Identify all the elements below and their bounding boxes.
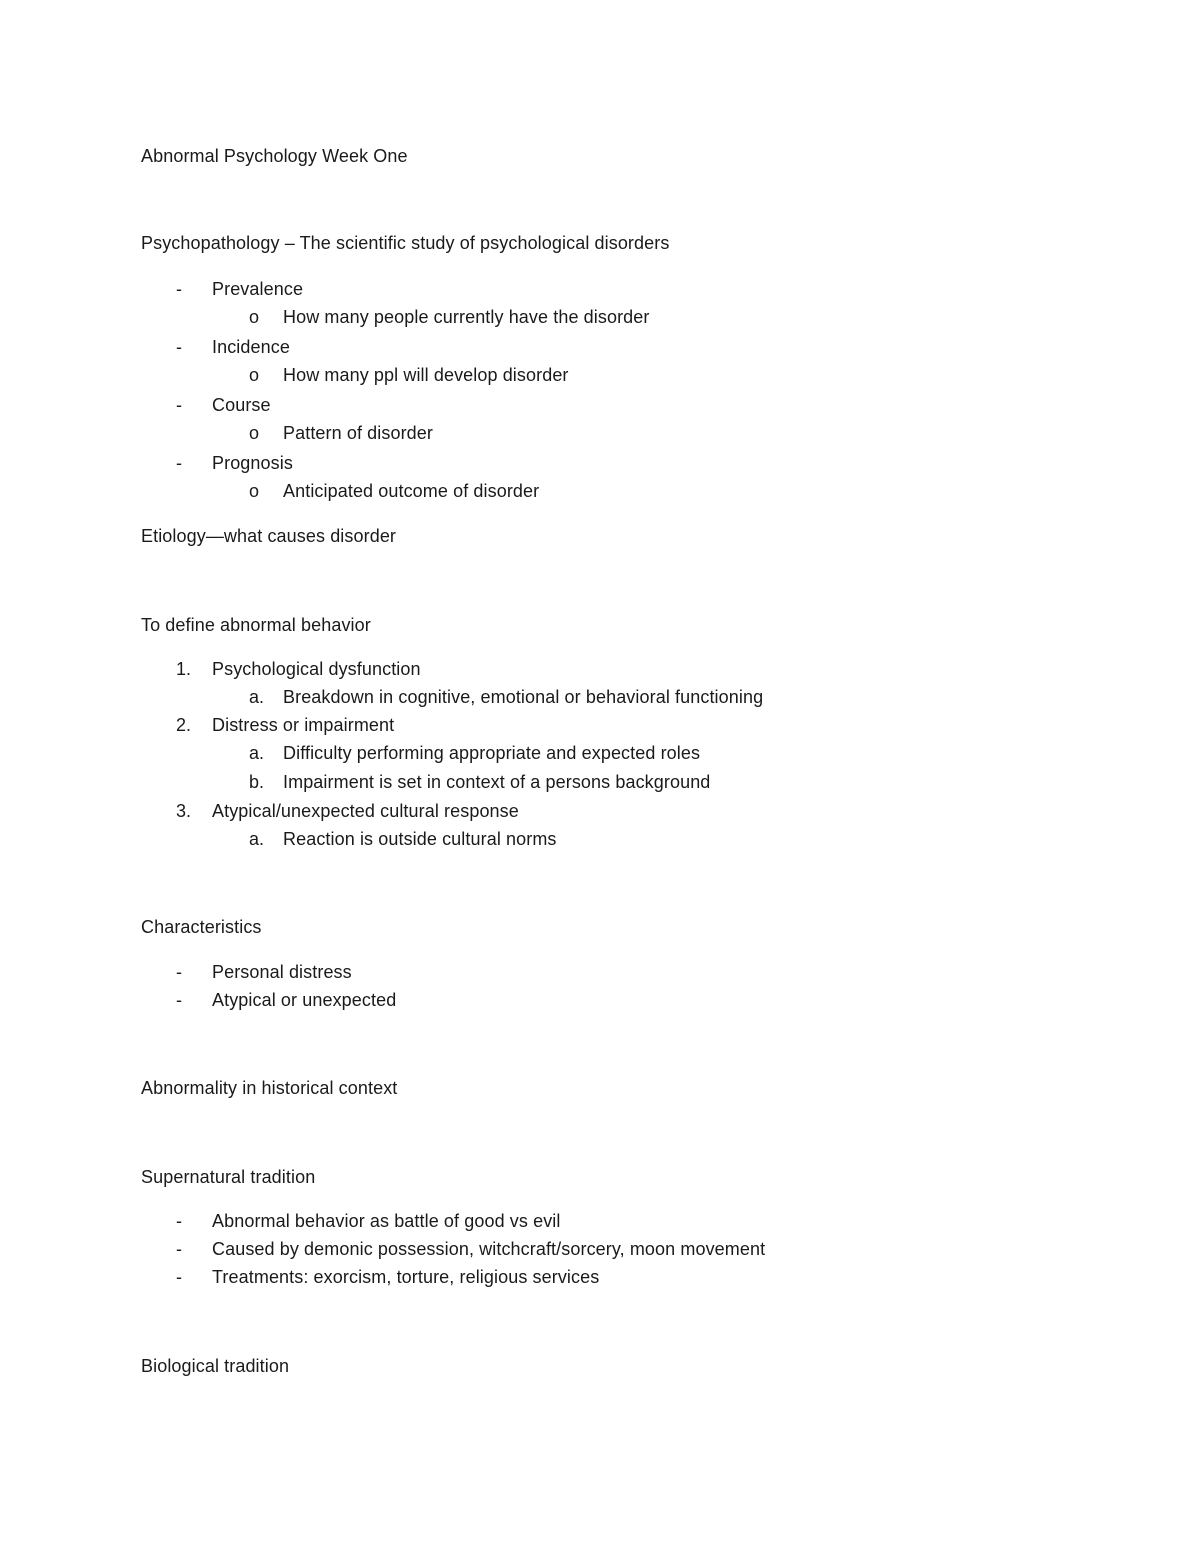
define-heading: To define abnormal behavior [141,615,371,635]
list-item-incidence: Incidence [212,337,290,357]
historical-heading: Abnormality in historical context [141,1078,398,1098]
list-item-atypical: Atypical/unexpected cultural response [212,801,519,821]
list-item-atypical-unexpected: Atypical or unexpected [212,990,397,1010]
psychopathology-heading: Psychopathology – The scientific study of psychological disorders [141,233,670,253]
biological-heading: Biological tradition [141,1356,290,1376]
list-item-dysfunction: Psychological dysfunction [212,659,421,679]
bullet-marker: - [176,279,182,299]
sub-bullet-marker: o [249,423,260,443]
number-marker: 2. [176,715,192,735]
sub-bullet-marker: o [249,307,260,327]
sub-bullet-marker: o [249,481,260,501]
sub-bullet-marker: o [249,365,260,385]
letter-marker: a. [249,829,265,849]
supernatural-heading: Supernatural tradition [141,1167,316,1187]
document-title: Abnormal Psychology Week One [141,146,408,166]
bullet-marker: - [176,453,182,473]
etiology-line: Etiology—what causes disorder [141,526,397,546]
number-marker: 3. [176,801,192,821]
list-item-distress: Distress or impairment [212,715,395,735]
sub-item-incidence: How many ppl will develop disorder [283,365,569,385]
list-item-prognosis: Prognosis [212,453,293,473]
list-item-causes: Caused by demonic possession, witchcraft/sorcery, moon movement [212,1239,766,1259]
list-item-personal-distress: Personal distress [212,962,352,982]
sub-item-prevalence: How many people currently have the disorder [283,307,650,327]
list-item-treatments: Treatments: exorcism, torture, religious services [212,1267,600,1287]
sub-item-impairment: Impairment is set in context of a persons background [283,772,711,792]
number-marker: 1. [176,659,192,679]
sub-item-reaction: Reaction is outside cultural norms [283,829,557,849]
letter-marker: a. [249,687,265,707]
sub-item-difficulty: Difficulty performing appropriate and expected roles [283,743,701,763]
bullet-marker: - [176,1239,182,1259]
list-item-prevalence: Prevalence [212,279,304,299]
list-item-course: Course [212,395,271,415]
bullet-marker: - [176,1267,182,1287]
bullet-marker: - [176,337,182,357]
sub-item-prognosis: Anticipated outcome of disorder [283,481,540,501]
letter-marker: b. [249,772,265,792]
sub-item-breakdown: Breakdown in cognitive, emotional or behavioral functioning [283,687,764,707]
bullet-marker: - [176,962,182,982]
characteristics-heading: Characteristics [141,917,262,937]
sub-item-course: Pattern of disorder [283,423,433,443]
list-item-good-vs-evil: Abnormal behavior as battle of good vs evil [212,1211,561,1231]
letter-marker: a. [249,743,265,763]
bullet-marker: - [176,395,182,415]
bullet-marker: - [176,990,182,1010]
bullet-marker: - [176,1211,182,1231]
